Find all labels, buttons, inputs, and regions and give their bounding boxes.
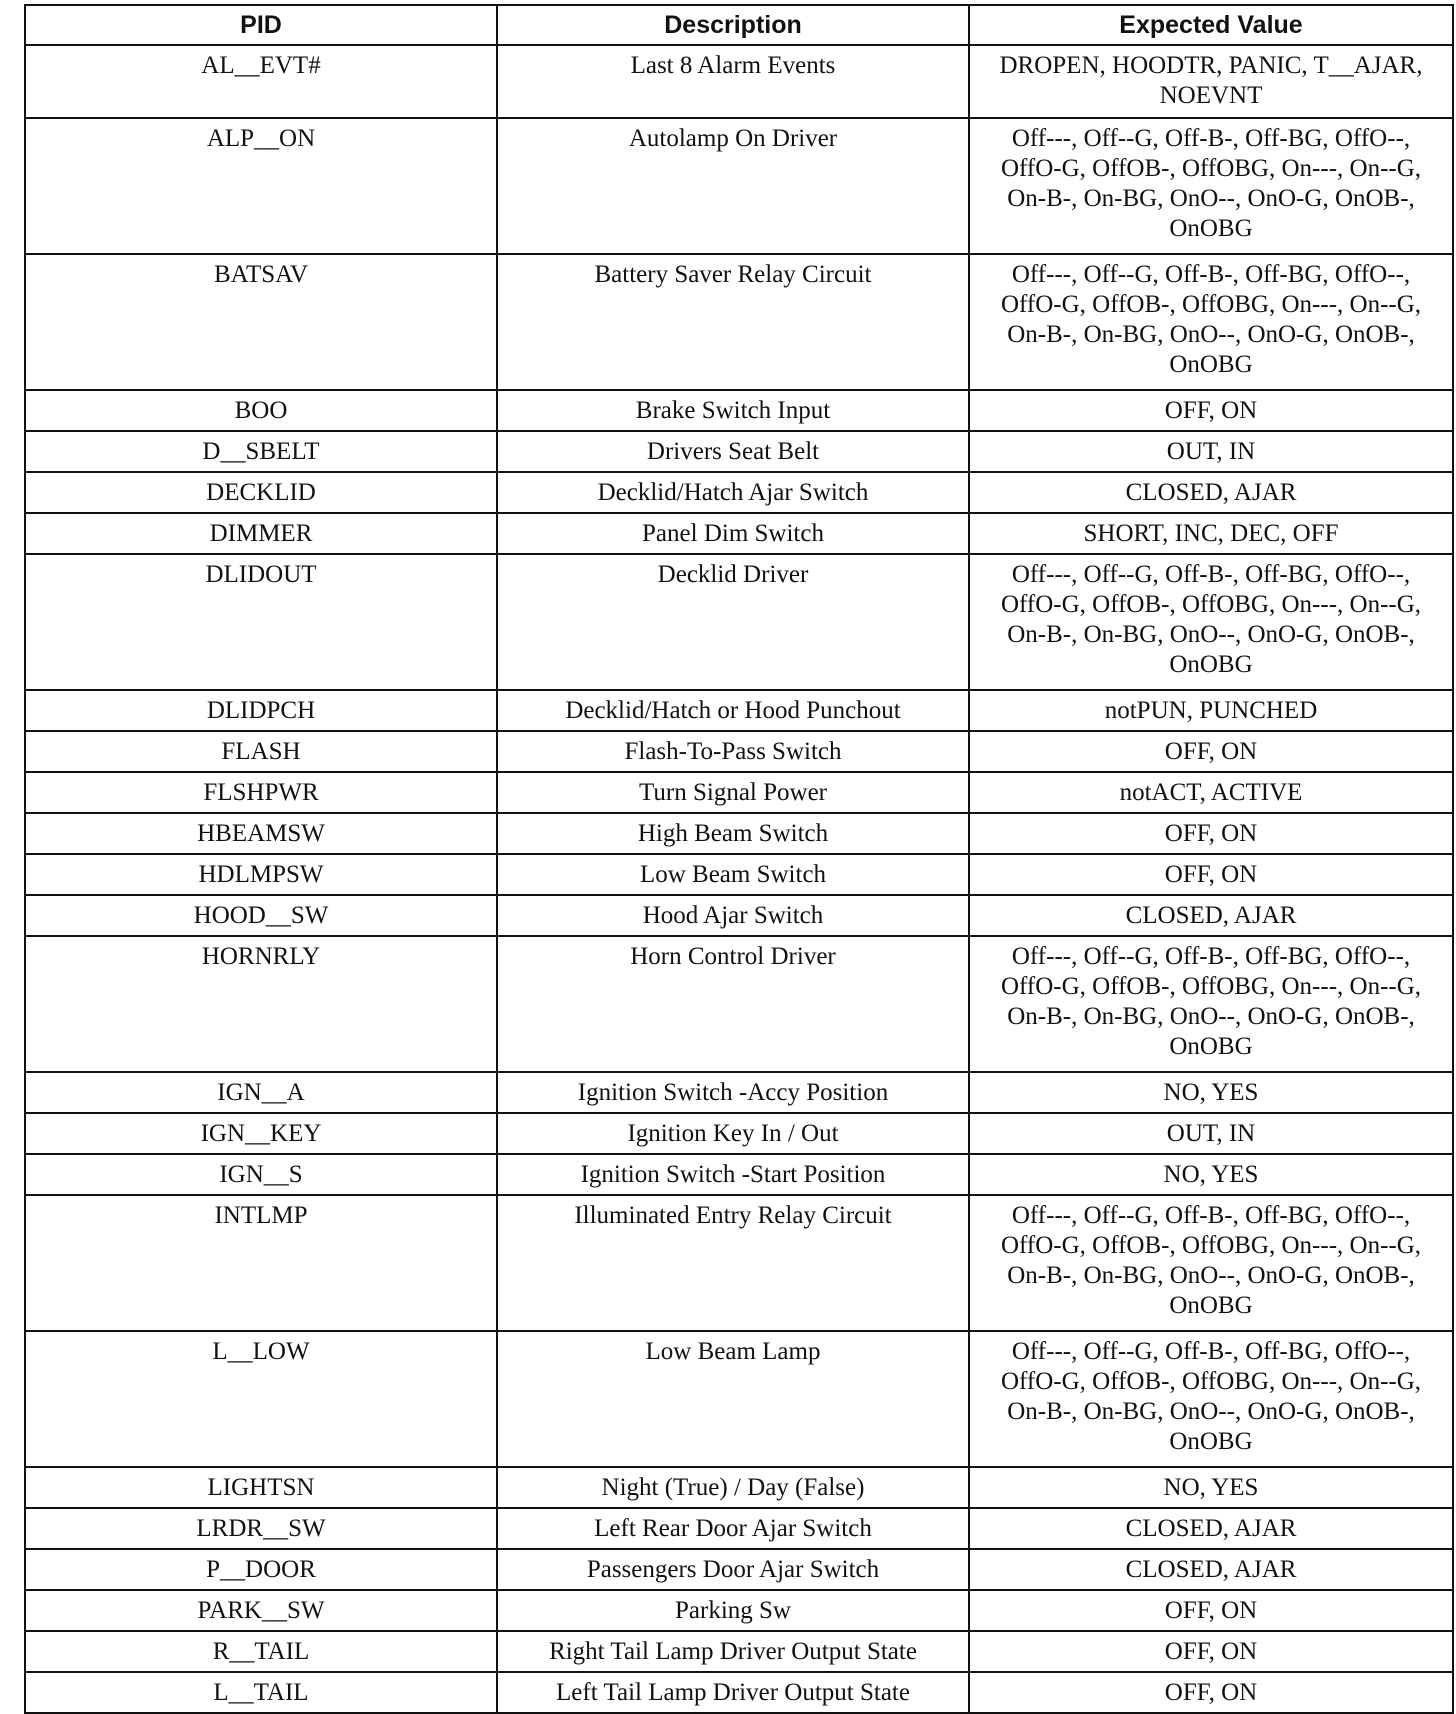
pid-table-page — [24, 4, 1452, 1714]
cell-description: Turn Signal Power — [497, 772, 969, 813]
cell-expected-value: NO, YES — [969, 1467, 1453, 1508]
cell-pid: HDLMPSW — [25, 854, 497, 895]
table-row — [25, 45, 1453, 118]
cell-description: Ignition Switch -Accy Position — [497, 1072, 969, 1113]
cell-description: Parking Sw — [497, 1590, 969, 1631]
table-row — [25, 1195, 1453, 1331]
cell-description: High Beam Switch — [497, 813, 969, 854]
cell-description: Night (True) / Day (False) — [497, 1467, 969, 1508]
table-row — [25, 1508, 1453, 1549]
table-row — [25, 254, 1453, 390]
cell-description: Ignition Key In / Out — [497, 1113, 969, 1154]
cell-pid: D__SBELT — [25, 431, 497, 472]
table-row — [25, 118, 1453, 254]
cell-description: Left Tail Lamp Driver Output State — [497, 1672, 969, 1713]
cell-description: Autolamp On Driver — [497, 118, 969, 254]
cell-pid: HORNRLY — [25, 936, 497, 1072]
cell-expected-value: SHORT, INC, DEC, OFF — [969, 513, 1453, 554]
cell-description: Ignition Switch -Start Position — [497, 1154, 969, 1195]
table-row — [25, 854, 1453, 895]
cell-description: Right Tail Lamp Driver Output State — [497, 1631, 969, 1672]
cell-pid: HBEAMSW — [25, 813, 497, 854]
cell-expected-value: OFF, ON — [969, 813, 1453, 854]
table-row — [25, 390, 1453, 431]
cell-expected-value: OFF, ON — [969, 390, 1453, 431]
cell-expected-value: Off---, Off--G, Off-B-, Off-BG, OffO--, OffO-G, OffOB-, OffOBG, On---, On--G, On-B-, On-BG, OnO--, OnO-G, OnOB-, OnOBG — [969, 254, 1453, 390]
cell-expected-value: OFF, ON — [969, 854, 1453, 895]
cell-pid: P__DOOR — [25, 1549, 497, 1590]
cell-expected-value: Off---, Off--G, Off-B-, Off-BG, OffO--, OffO-G, OffOB-, OffOBG, On---, On--G, On-B-, On-BG, OnO--, OnO-G, OnOB-, OnOBG — [969, 554, 1453, 690]
cell-expected-value: OUT, IN — [969, 1113, 1453, 1154]
cell-description: Last 8 Alarm Events — [497, 45, 969, 118]
table-row — [25, 772, 1453, 813]
cell-expected-value: Off---, Off--G, Off-B-, Off-BG, OffO--, OffO-G, OffOB-, OffOBG, On---, On--G, On-B-, On-BG, OnO--, OnO-G, OnOB-, OnOBG — [969, 1331, 1453, 1467]
cell-pid: LIGHTSN — [25, 1467, 497, 1508]
cell-expected-value: DROPEN, HOODTR, PANIC, T__AJAR, NOEVNT — [969, 45, 1453, 118]
cell-description: Passengers Door Ajar Switch — [497, 1549, 969, 1590]
table-row — [25, 1631, 1453, 1672]
cell-description: Decklid Driver — [497, 554, 969, 690]
cell-description: Horn Control Driver — [497, 936, 969, 1072]
cell-description: Panel Dim Switch — [497, 513, 969, 554]
table-row — [25, 1467, 1453, 1508]
cell-expected-value: CLOSED, AJAR — [969, 472, 1453, 513]
cell-pid: BOO — [25, 390, 497, 431]
cell-expected-value: notPUN, PUNCHED — [969, 690, 1453, 731]
table-row — [25, 554, 1453, 690]
cell-pid: PARK__SW — [25, 1590, 497, 1631]
cell-pid: DECKLID — [25, 472, 497, 513]
cell-expected-value: Off---, Off--G, Off-B-, Off-BG, OffO--, OffO-G, OffOB-, OffOBG, On---, On--G, On-B-, On-BG, OnO--, OnO-G, OnOB-, OnOBG — [969, 936, 1453, 1072]
cell-expected-value: OFF, ON — [969, 731, 1453, 772]
cell-pid: R__TAIL — [25, 1631, 497, 1672]
table-row — [25, 1331, 1453, 1467]
cell-description: Drivers Seat Belt — [497, 431, 969, 472]
table-row — [25, 731, 1453, 772]
cell-pid: DLIDPCH — [25, 690, 497, 731]
table-row — [25, 431, 1453, 472]
cell-pid: L__LOW — [25, 1331, 497, 1467]
cell-expected-value: notACT, ACTIVE — [969, 772, 1453, 813]
table-header-row — [25, 5, 1453, 45]
cell-description: Left Rear Door Ajar Switch — [497, 1508, 969, 1549]
cell-description: Hood Ajar Switch — [497, 895, 969, 936]
cell-pid: HOOD__SW — [25, 895, 497, 936]
cell-pid: DIMMER — [25, 513, 497, 554]
cell-expected-value: CLOSED, AJAR — [969, 1549, 1453, 1590]
table-row — [25, 1590, 1453, 1631]
cell-description: Decklid/Hatch or Hood Punchout — [497, 690, 969, 731]
cell-pid: IGN__S — [25, 1154, 497, 1195]
cell-expected-value: Off---, Off--G, Off-B-, Off-BG, OffO--, OffO-G, OffOB-, OffOBG, On---, On--G, On-B-, On-BG, OnO--, OnO-G, OnOB-, OnOBG — [969, 118, 1453, 254]
cell-pid: BATSAV — [25, 254, 497, 390]
cell-pid: DLIDOUT — [25, 554, 497, 690]
cell-description: Decklid/Hatch Ajar Switch — [497, 472, 969, 513]
cell-pid: L__TAIL — [25, 1672, 497, 1713]
cell-expected-value: CLOSED, AJAR — [969, 895, 1453, 936]
cell-expected-value: CLOSED, AJAR — [969, 1508, 1453, 1549]
cell-pid: IGN__KEY — [25, 1113, 497, 1154]
header-description: Description — [497, 5, 969, 45]
cell-expected-value: Off---, Off--G, Off-B-, Off-BG, OffO--, OffO-G, OffOB-, OffOBG, On---, On--G, On-B-, On-BG, OnO--, OnO-G, OnOB-, OnOBG — [969, 1195, 1453, 1331]
cell-description: Brake Switch Input — [497, 390, 969, 431]
cell-description: Flash-To-Pass Switch — [497, 731, 969, 772]
cell-expected-value: OUT, IN — [969, 431, 1453, 472]
cell-description: Low Beam Switch — [497, 854, 969, 895]
cell-pid: AL__EVT# — [25, 45, 497, 118]
cell-pid: FLSHPWR — [25, 772, 497, 813]
cell-pid: FLASH — [25, 731, 497, 772]
cell-expected-value: OFF, ON — [969, 1590, 1453, 1631]
cell-expected-value: NO, YES — [969, 1072, 1453, 1113]
header-pid: PID — [25, 5, 497, 45]
cell-description: Low Beam Lamp — [497, 1331, 969, 1467]
cell-expected-value: OFF, ON — [969, 1631, 1453, 1672]
table-row — [25, 895, 1453, 936]
cell-description: Illuminated Entry Relay Circuit — [497, 1195, 969, 1331]
cell-pid: LRDR__SW — [25, 1508, 497, 1549]
table-row — [25, 472, 1453, 513]
pid-table — [24, 4, 1454, 1714]
table-row — [25, 1072, 1453, 1113]
header-expected-value: Expected Value — [969, 5, 1453, 45]
cell-pid: INTLMP — [25, 1195, 497, 1331]
table-row — [25, 813, 1453, 854]
cell-description: Battery Saver Relay Circuit — [497, 254, 969, 390]
table-row — [25, 690, 1453, 731]
cell-pid: ALP__ON — [25, 118, 497, 254]
table-row — [25, 1154, 1453, 1195]
cell-expected-value: NO, YES — [969, 1154, 1453, 1195]
cell-expected-value: OFF, ON — [969, 1672, 1453, 1713]
table-row — [25, 1549, 1453, 1590]
cell-pid: IGN__A — [25, 1072, 497, 1113]
table-row — [25, 936, 1453, 1072]
table-row — [25, 1672, 1453, 1713]
table-row — [25, 1113, 1453, 1154]
table-row — [25, 513, 1453, 554]
